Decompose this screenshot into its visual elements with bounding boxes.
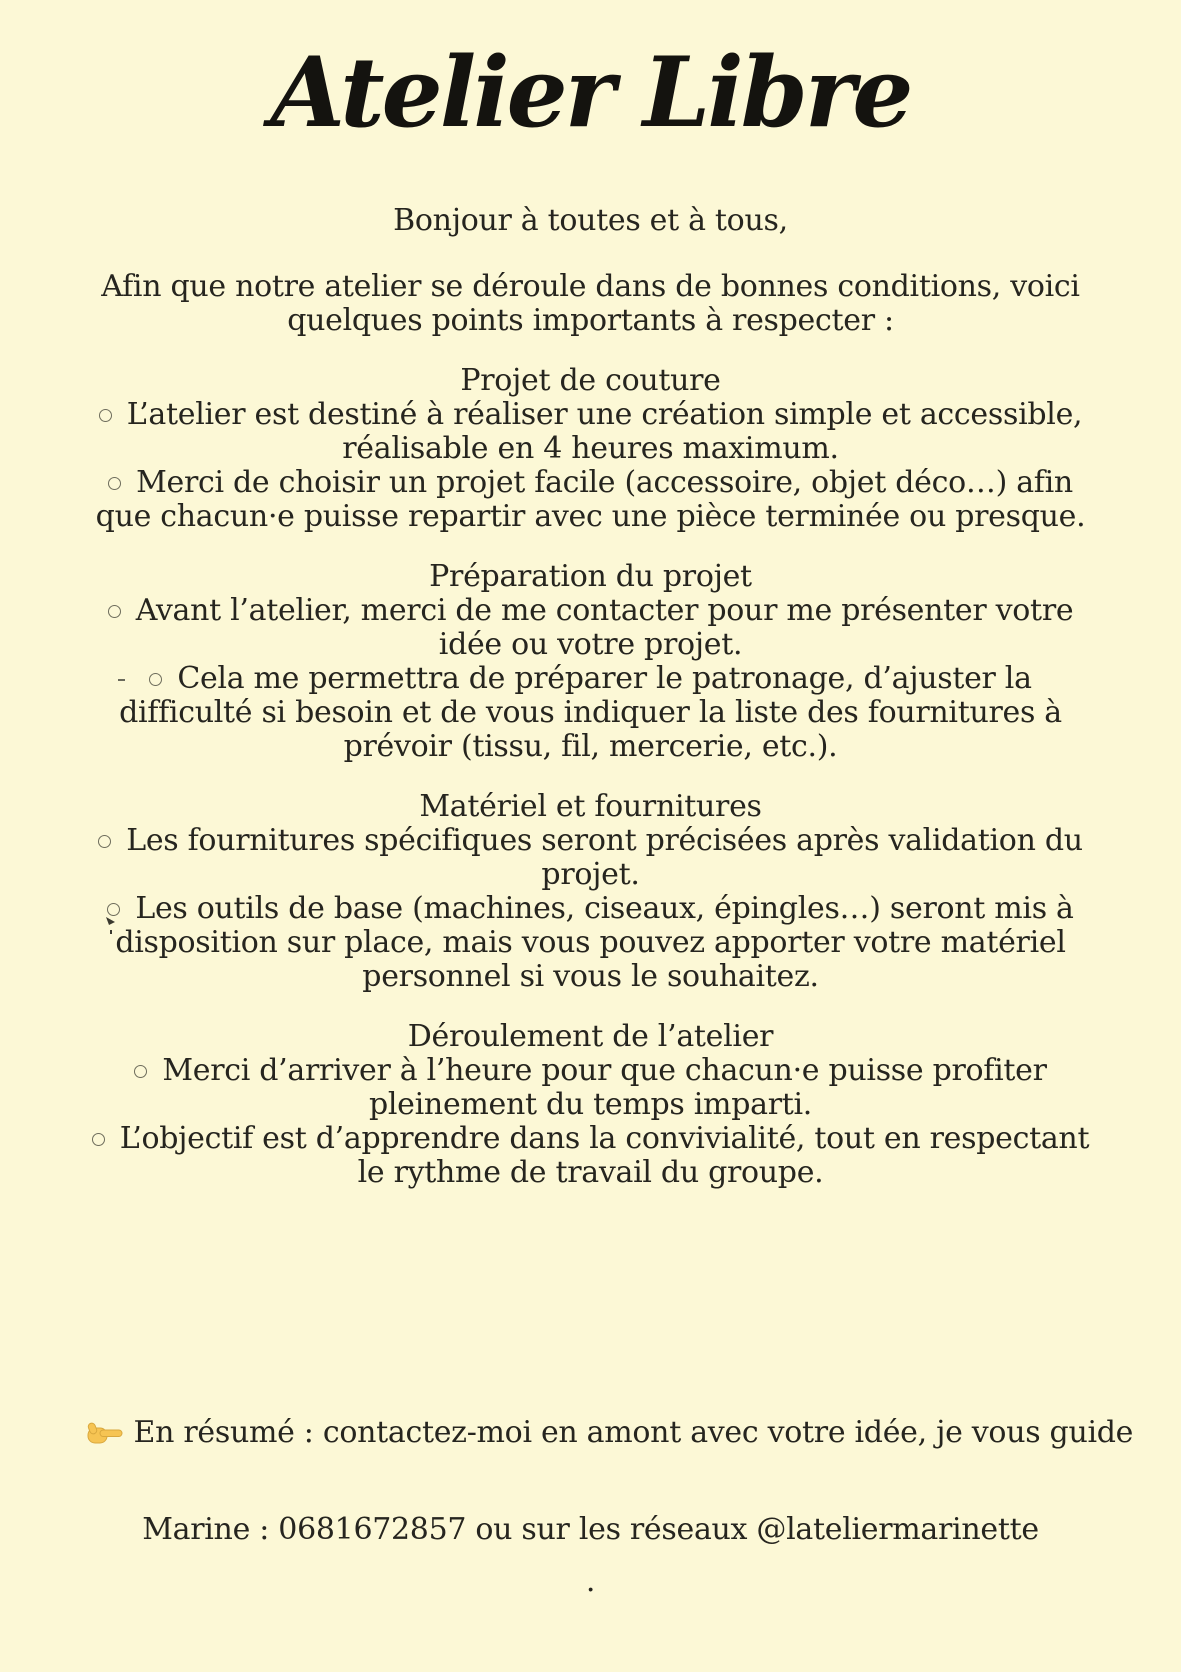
- section-materiel-et-fournitures: [86, 790, 1096, 994]
- list-item: [86, 594, 1096, 662]
- list-item-text: Avant l’atelier, merci de me contacter pour me présenter votre idée ou votre projet.: [135, 593, 1074, 663]
- list-item: [86, 824, 1096, 892]
- section-title: Déroulement de l’atelier: [407, 1019, 774, 1055]
- list-item: [86, 1054, 1096, 1122]
- section-title: Projet de couture: [460, 363, 721, 399]
- intro-paragraph: Afin que notre atelier se déroule dans de bonnes conditions, voici quelques points importants à respecter :: [101, 269, 1080, 339]
- list-item: [86, 892, 1096, 994]
- list-item-text: Les fournitures spécifiques seront précisées après validation du projet.: [126, 823, 1083, 893]
- list-item-text: Merci de choisir un projet facile (accessoire, objet déco…) afin que chacun·e puisse repartir avec une pièce terminée ou presque.: [95, 465, 1086, 535]
- list-item-text: L’objectif est d’apprendre dans la convivialité, tout en respectant le rythme de travail du groupe.: [119, 1121, 1090, 1191]
- summary-text: En résumé : contactez-moi en amont avec votre idée, je vous guide: [133, 1415, 1134, 1451]
- list-item: [86, 1122, 1096, 1190]
- section-projet-de-couture: [86, 364, 1096, 534]
- list-item-text: L’atelier est destiné à réaliser une création simple et accessible, réalisable en 4 heures maximum.: [126, 397, 1083, 467]
- stray-dash-mark: [118, 679, 125, 681]
- section-title: Matériel et fournitures: [419, 789, 762, 825]
- section-title: Préparation du projet: [429, 559, 752, 595]
- bullet-ring-icon: [92, 1133, 105, 1146]
- page-title: Atelier Libre: [270, 36, 911, 149]
- pointing-right-icon: [86, 1419, 124, 1455]
- list-item-text: Cela me permettra de préparer le patronage, d’ajuster la difficulté si besoin et de vous indiquer la liste des fournitures à prévoir (tissu, fil, mercerie, etc.).: [119, 661, 1062, 765]
- list-item: [86, 398, 1096, 466]
- list-item-text: Merci d’arriver à l’heure pour que chacun·e puisse profiter pleinement du temps imparti.: [162, 1053, 1047, 1123]
- bullet-ring-icon: [98, 835, 111, 848]
- bullet-ring-icon: [108, 605, 121, 618]
- list-item-text: Les outils de base (machines, ciseaux, épingles…) seront mis à disposition sur place, mais vous pouvez apporter votre matériel personnel si vous le souhaitez.: [115, 891, 1074, 995]
- contact-line: Marine : 0681672857 ou sur les réseaux @lateliermarinette: [142, 1512, 1039, 1548]
- trailing-dot: .: [585, 1564, 596, 1600]
- section-deroulement-de-l-atelier: [86, 1020, 1096, 1190]
- stray-arrow-mark: [104, 915, 118, 935]
- list-item: [86, 662, 1096, 764]
- bullet-ring-icon: [99, 409, 112, 422]
- bullet-ring-icon: [134, 1065, 147, 1078]
- greeting-text: Bonjour à toutes et à tous,: [393, 203, 788, 239]
- bullet-ring-icon: [149, 673, 162, 686]
- section-preparation-du-projet: [86, 560, 1096, 764]
- flyer-content: [86, 0, 1134, 1600]
- list-item: [86, 466, 1096, 534]
- bullet-ring-icon: [108, 477, 121, 490]
- summary-line: [86, 1415, 1134, 1455]
